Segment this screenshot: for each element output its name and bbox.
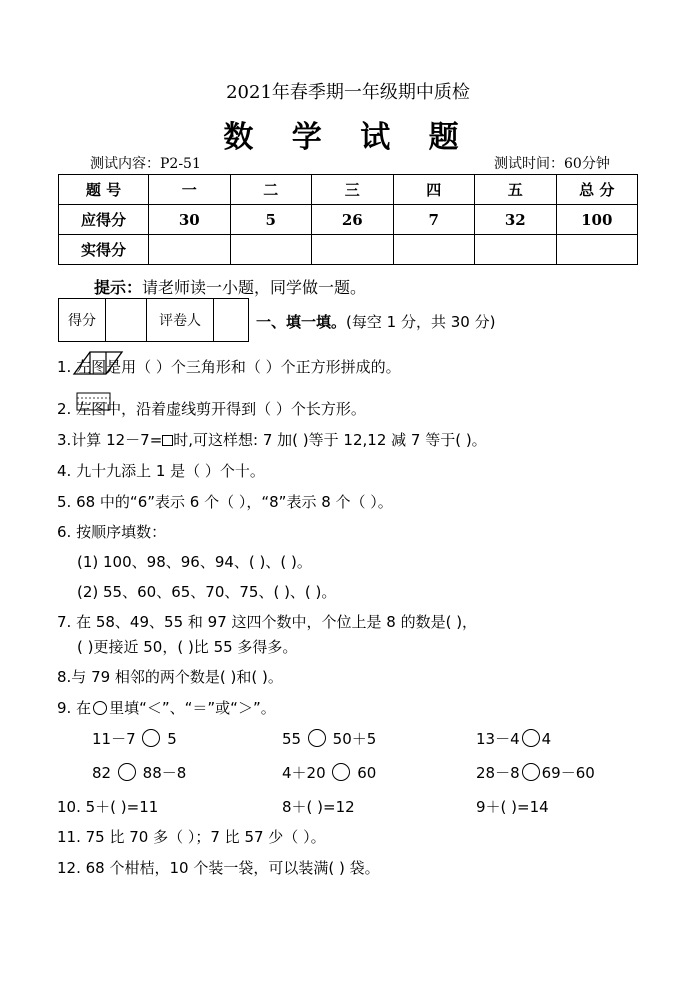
question-6-part-1: (1) 100、98、96、94、( )、( )。	[77, 553, 312, 571]
column-header: 二	[230, 175, 312, 205]
row-label: 实得分	[59, 235, 149, 265]
compare-circle[interactable]	[522, 729, 540, 747]
question-12: 12. 68 个柑桔，10 个装一袋，可以装满( ) 袋。	[57, 859, 380, 877]
column-header: 五	[475, 175, 557, 205]
question-6: 6. 按顺序填数：	[57, 523, 167, 541]
grader-label: 评卷人	[147, 299, 214, 342]
question-4: 4. 九十九添上 1 是（ ）个十。	[57, 462, 265, 480]
compare-circle[interactable]	[522, 763, 540, 781]
hint-label: 提示：	[94, 278, 143, 297]
compare-item: 55 50＋5	[282, 730, 377, 748]
score-entry-cell[interactable]	[106, 299, 147, 342]
question-9: 9. 在 里填“＜”、“＝”或“＞”。	[57, 699, 276, 717]
hint-text: 请老师读一小题，同学做一题。	[142, 278, 367, 297]
question-11: 11. 75 比 70 多（ ）；7 比 57 少（ ）。	[57, 828, 326, 846]
test-duration: 测试时间：60分钟	[494, 156, 610, 172]
subject-heading: 数 学 试 题	[223, 120, 473, 155]
question-7: 7. 在 58、49、55 和 97 这四个数中，个位上是 8 的数是( )，	[57, 613, 478, 631]
points-cell: 100	[556, 205, 638, 235]
question-3: 3.计算 12－7= 时,可这样想: 7 加( )等于 12,12 减 7 等于( )。	[57, 431, 487, 449]
grader-box	[58, 298, 249, 342]
question-8: 8.与 79 相邻的两个数是( )和( )。	[57, 668, 283, 686]
question-2: 2. 左图中，沿着虚线剪开得到（ ）个长方形。	[57, 400, 366, 418]
score-input-cell[interactable]	[556, 235, 638, 265]
compare-item: 4＋20 60	[282, 764, 377, 782]
score-input-cell[interactable]	[149, 235, 231, 265]
score-table	[58, 174, 638, 265]
column-header: 一	[149, 175, 231, 205]
points-cell: 32	[475, 205, 557, 235]
points-cell: 7	[393, 205, 475, 235]
points-cell: 26	[312, 205, 394, 235]
section-header	[256, 311, 495, 332]
blank-square-icon	[162, 435, 173, 446]
table-row	[59, 175, 638, 205]
column-header: 三	[312, 175, 394, 205]
table-row	[59, 205, 638, 235]
test-scope: 测试内容：P2-51	[90, 156, 201, 172]
question-10-b: 8＋( )=12	[282, 798, 355, 816]
row-label: 应得分	[59, 205, 149, 235]
column-header: 四	[393, 175, 475, 205]
score-label: 得分	[59, 299, 106, 342]
score-input-cell[interactable]	[393, 235, 475, 265]
question-1: 1. 左图是用（ ）个三角形和（ ）个正方形拼成的。	[57, 358, 401, 376]
rectangle-figure	[76, 392, 112, 412]
points-cell: 30	[149, 205, 231, 235]
hint	[94, 275, 366, 298]
compare-item: 28－8 69－60	[476, 764, 595, 782]
table-row	[59, 235, 638, 265]
question-6-part-2: (2) 55、60、65、70、75、( )、( )。	[77, 583, 337, 601]
grader-entry-cell[interactable]	[214, 299, 249, 342]
points-cell: 5	[230, 205, 312, 235]
compare-circle[interactable]	[308, 729, 326, 747]
compare-item: 82 88－8	[92, 764, 187, 782]
compare-item: 13－4 4	[476, 730, 552, 748]
circle-icon	[93, 701, 107, 715]
section-title: 一、填一填。	[256, 313, 347, 331]
compare-circle[interactable]	[332, 763, 350, 781]
compare-item: 11－7 5	[92, 730, 177, 748]
section-note: (每空 1 分，共 30 分)	[346, 313, 496, 331]
parallelogram-figure	[72, 350, 124, 376]
score-input-cell[interactable]	[230, 235, 312, 265]
score-input-cell[interactable]	[475, 235, 557, 265]
question-10-c: 9＋( )=14	[476, 798, 549, 816]
question-7-continued: ( )更接近 50，( )比 55 多得多。	[77, 638, 298, 656]
question-10-a: 10. 5＋( )=11	[57, 798, 159, 816]
row-label: 题 号	[59, 175, 149, 205]
question-5: 5. 68 中的“6”表示 6 个（ ），“8”表示 8 个（ ）。	[57, 493, 393, 511]
column-header: 总 分	[556, 175, 638, 205]
compare-circle[interactable]	[118, 763, 136, 781]
score-input-cell[interactable]	[312, 235, 394, 265]
compare-circle[interactable]	[142, 729, 160, 747]
exam-title: 2021年春季期一年级期中质检	[226, 82, 470, 103]
